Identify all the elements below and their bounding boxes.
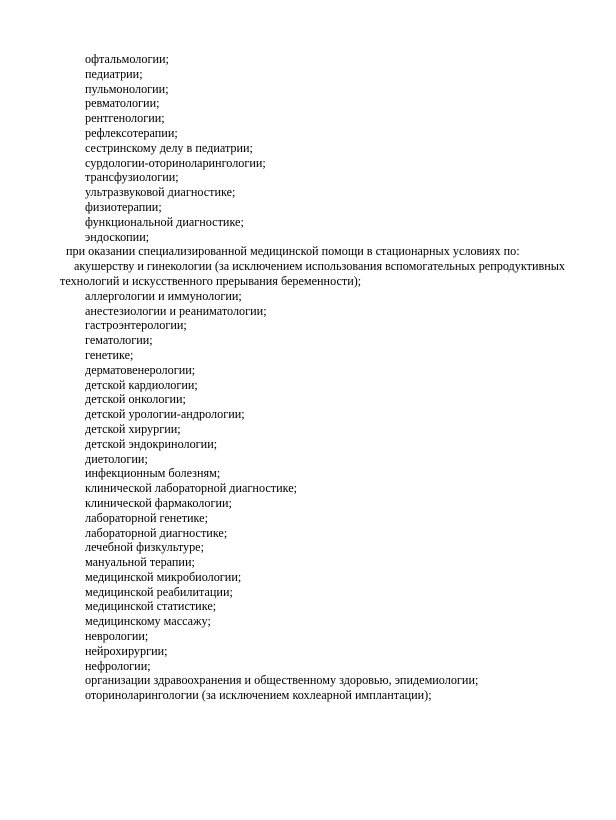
document-body xyxy=(60,52,585,703)
list-item: офтальмологии; xyxy=(85,52,169,66)
list-item: оториноларингологии (за исключением кохлеарной имплантации); xyxy=(85,688,432,703)
list-item: пульмонологии; xyxy=(85,81,169,96)
list-item: лабораторной генетике; xyxy=(85,510,208,525)
list-item: трансфузиологии; xyxy=(85,170,179,185)
list-item: нейрохирургии; xyxy=(85,643,168,658)
list-item: сестринскому делу в педиатрии; xyxy=(85,140,253,155)
list-item: функциональной диагностике; xyxy=(85,214,244,229)
list-item: аллергологии и иммунологии; xyxy=(85,288,242,303)
list-item: медицинской реабилитации; xyxy=(85,584,233,599)
list-item: гематологии; xyxy=(85,333,153,348)
list-item: педиатрии; xyxy=(85,66,143,81)
list-item: детской хирургии; xyxy=(85,421,181,436)
list-item: детской урологии-андрологии; xyxy=(85,407,245,422)
list-item: медицинскому массажу; xyxy=(85,614,211,629)
list-item: медицинской статистике; xyxy=(85,599,217,614)
list-item: дерматовенерологии; xyxy=(85,362,196,377)
list-item: лечебной физкультуре; xyxy=(85,540,204,555)
list-item: медицинской микробиологии; xyxy=(85,569,242,584)
list-item: детской онкологии; xyxy=(85,392,186,407)
list-item: физиотерапии; xyxy=(85,199,162,214)
list-item: рентгенологии; xyxy=(85,111,165,126)
list-item: рефлексотерапии; xyxy=(85,125,178,140)
obstetrics-line-2: технологий и искусственного прерывания беременности); xyxy=(60,273,362,288)
list-item: мануальной терапии; xyxy=(85,555,195,570)
section-heading: при оказании специализированной медицинской помощи в стационарных условиях по: xyxy=(66,244,520,259)
list-item: ультразвуковой диагностике; xyxy=(85,185,236,200)
list-item: эндоскопии; xyxy=(85,229,150,244)
list-item: диетологии; xyxy=(85,451,148,466)
list-item: детской эндокринологии; xyxy=(85,436,218,451)
list-item: гастроэнтерологии; xyxy=(85,318,187,333)
list-item: организации здравоохранения и общественному здоровью, эпидемиологии; xyxy=(85,673,479,688)
list-item: детской кардиологии; xyxy=(85,377,198,392)
list-item: клинической лабораторной диагностике; xyxy=(85,481,298,496)
list-a xyxy=(60,52,585,244)
list-item: неврологии; xyxy=(85,629,149,644)
obstetrics-line-1: акушерству и гинекологии (за исключением использования вспомогательных репродуктивных xyxy=(74,259,566,274)
list-item: ревматологии; xyxy=(85,96,160,111)
list-item: лабораторной диагностике; xyxy=(85,525,228,540)
list-item: анестезиологии и реаниматологии; xyxy=(85,303,267,318)
list-item: сурдологии-оториноларингологии; xyxy=(85,155,266,170)
list-item: генетике; xyxy=(85,347,134,362)
list-item: инфекционным болезням; xyxy=(85,466,221,481)
list-item: нефрологии; xyxy=(85,658,151,673)
list-item: клинической фармакологии; xyxy=(85,495,232,510)
list-b xyxy=(60,289,585,703)
